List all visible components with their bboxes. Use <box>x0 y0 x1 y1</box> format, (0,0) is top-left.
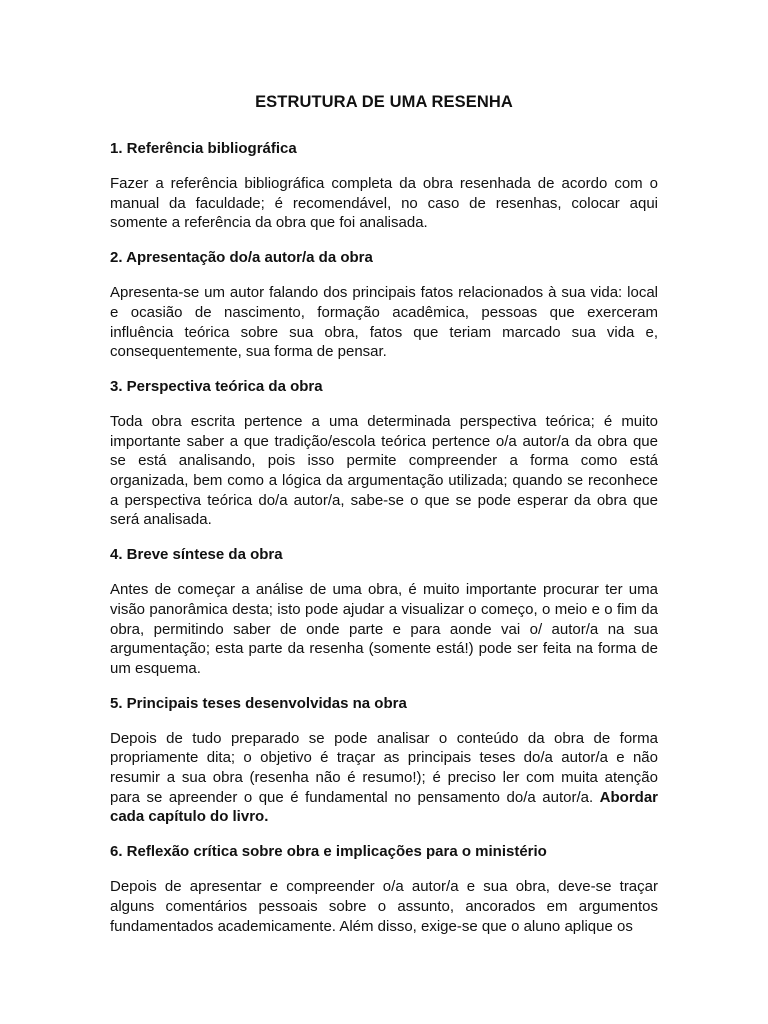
section-heading: 3. Perspectiva teórica da obra <box>110 377 323 395</box>
section-heading: 1. Referência bibliográfica <box>110 140 297 157</box>
section-paragraph: Toda obra escrita pertence a uma determinada perspectiva teórica; é muito importante saber a que tradição/escola teórica pertence o/a autor/a da obra que se está analisando, pois isso permite compreender a forma como está organizada, bem como a lógica da argumentação utilizada; quando se reconhece a perspectiva teórica do/a autor/a, sabe-se o que se pode esperar da obra que será analisada. <box>110 412 658 529</box>
section-perspectiva <box>110 377 658 530</box>
section-heading: 2. Apresentação do/a autor/a da obra <box>110 249 373 267</box>
section-teses <box>110 694 658 828</box>
section-heading: 5. Principais teses desenvolvidas na obra <box>110 694 407 712</box>
section-heading: 6. Reflexão crítica sobre obra e implicações para o ministério <box>110 843 547 861</box>
section-paragraph <box>110 729 658 828</box>
document-page <box>110 92 658 951</box>
paragraph-text: Depois de tudo preparado se pode analisar o conteúdo da obra de forma propriamente dita; o objetivo é traçar as principais teses do/a autor/a e não resumir a sua obra (resenha não é resumo!); é preciso ler com muita atenção para se apreender o que é fundamental no pensamento do/a autor/a. <box>110 729 658 806</box>
section-reflexao <box>110 842 658 936</box>
paragraph-bold-text: Abordar cada capítulo do livro. <box>110 788 658 826</box>
section-autor <box>110 248 658 362</box>
section-paragraph: Depois de apresentar e compreender o/a autor/a e sua obra, deve-se traçar alguns comentários pessoais sobre o assunto, ancorados em argumentos fundamentados academicamente. Além disso, exige-se que o aluno aplique os <box>110 878 658 935</box>
section-sintese <box>110 545 658 679</box>
section-heading: 4. Breve síntese da obra <box>110 546 283 564</box>
section-paragraph: Antes de começar a análise de uma obra, é muito importante procurar ter uma visão panorâmica desta; isto pode ajudar a visualizar o começo, o meio e o fim da obra, permitindo saber de onde parte e para aonde vai o/ autor/a na sua argumentação; esta parte da resenha (somente está!) pode ser feita na forma de um esquema. <box>110 581 658 677</box>
section-referencia <box>110 139 658 233</box>
section-paragraph: Fazer a referência bibliográfica completa da obra resenhada de acordo com o manual da faculdade; é recomendável, no caso de resenhas, colocar aqui somente a referência da obra que foi analisada. <box>110 175 658 232</box>
section-paragraph: Apresenta-se um autor falando dos principais fatos relacionados à sua vida: local e ocasião de nascimento, formação acadêmica, pessoas que exerceram influência teórica sobre sua obra, fatos que teriam marcado sua vida e, consequentemente, sua forma de pensar. <box>110 284 658 361</box>
document-title: ESTRUTURA DE UMA RESENHA <box>255 93 513 111</box>
